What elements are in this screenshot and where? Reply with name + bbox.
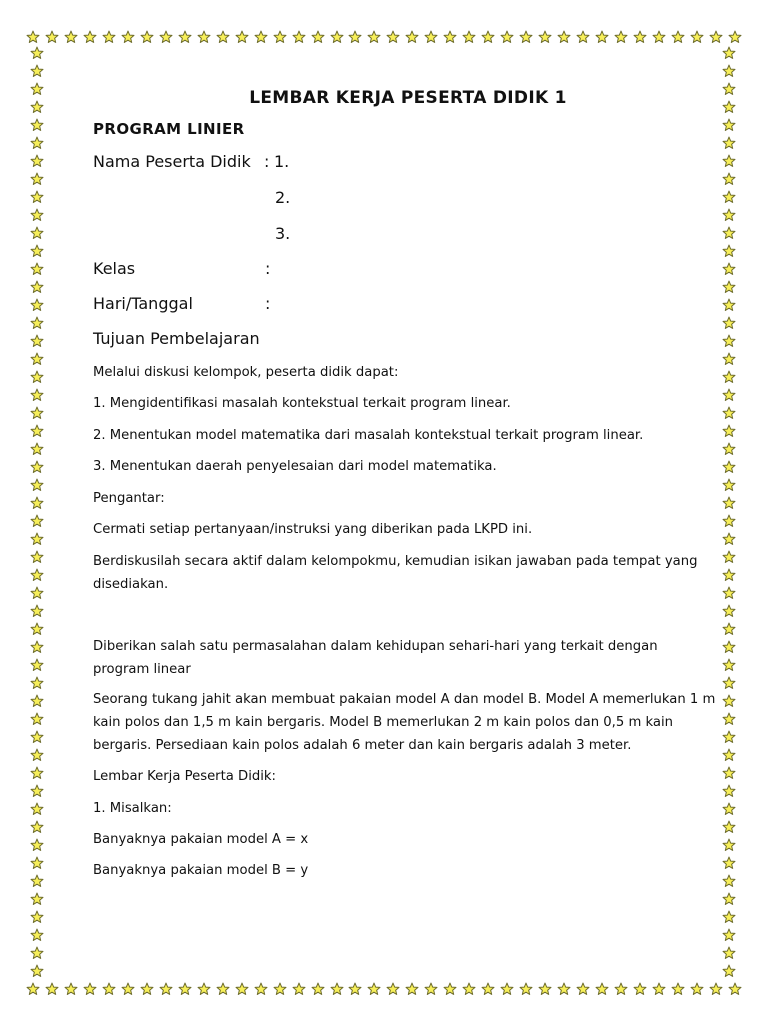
star-icon	[386, 982, 400, 996]
star-icon	[30, 640, 44, 654]
star-icon	[519, 982, 533, 996]
name-line-3: 3.	[275, 224, 291, 243]
page-title: LEMBAR KERJA PESERTA DIDIK 1	[249, 88, 567, 108]
star-icon	[235, 982, 249, 996]
star-icon	[292, 30, 306, 44]
star-icon	[273, 982, 287, 996]
name-line-1: 1.	[274, 152, 290, 171]
star-icon	[292, 982, 306, 996]
star-icon	[30, 784, 44, 798]
star-icon	[538, 30, 552, 44]
star-icon	[722, 928, 736, 942]
star-icon	[614, 30, 628, 44]
star-icon	[519, 30, 533, 44]
star-icon	[424, 30, 438, 44]
objectives-intro: Melalui diskusi kelompok, peserta didik dapat:	[93, 365, 399, 380]
star-icon	[64, 30, 78, 44]
introduction-paragraph-1: Cermati setiap pertanyaan/instruksi yang diberikan pada LKPD ini.	[93, 522, 533, 537]
star-icon	[30, 208, 44, 222]
star-icon	[30, 496, 44, 510]
star-icon	[30, 334, 44, 348]
star-icon	[30, 298, 44, 312]
star-icon	[30, 190, 44, 204]
star-icon	[722, 694, 736, 708]
star-icon	[30, 100, 44, 114]
star-icon	[709, 982, 723, 996]
star-icon	[30, 478, 44, 492]
star-icon	[722, 100, 736, 114]
star-icon	[595, 30, 609, 44]
star-icon	[671, 982, 685, 996]
star-icon	[102, 30, 116, 44]
star-icon	[30, 532, 44, 546]
star-icon	[405, 30, 419, 44]
star-icon	[197, 982, 211, 996]
problem-statement: Seorang tukang jahit akan membuat pakaian model A dan model B. Model A memerlukan 1 m kain polos dan 1,5 m kain bergaris. Model B memerlukan 2 m kain polos dan 0,5 m kain bergaris. Persediaan kain polos adalah 6 meter dan kain bergaris adalah 3 meter.	[93, 692, 716, 753]
star-icon	[30, 352, 44, 366]
star-icon	[728, 982, 742, 996]
class-row	[93, 259, 271, 278]
star-icon	[30, 262, 44, 276]
star-icon	[722, 334, 736, 348]
star-icon	[121, 30, 135, 44]
objective-item-1: 1. Mengidentifikasi masalah kontekstual terkait program linear.	[93, 396, 511, 411]
worksheet-step-1: 1. Misalkan:	[93, 801, 172, 816]
star-icon	[30, 838, 44, 852]
star-icon	[30, 802, 44, 816]
star-icon	[30, 280, 44, 294]
star-icon	[30, 712, 44, 726]
star-icon	[30, 172, 44, 186]
star-icon	[500, 30, 514, 44]
star-icon	[424, 982, 438, 996]
date-colon: :	[265, 294, 271, 313]
star-icon	[722, 586, 736, 600]
star-icon	[462, 30, 476, 44]
star-icon	[722, 262, 736, 276]
star-icon	[178, 982, 192, 996]
star-icon	[671, 30, 685, 44]
name-line-2: 2.	[275, 188, 291, 207]
star-icon	[30, 586, 44, 600]
star-icon	[30, 316, 44, 330]
star-icon	[30, 406, 44, 420]
star-icon	[722, 568, 736, 582]
name-colon: :	[264, 152, 270, 171]
star-icon	[576, 30, 590, 44]
variable-y: Banyaknya pakaian model B = y	[93, 863, 309, 878]
star-icon	[405, 982, 419, 996]
star-icon	[273, 30, 287, 44]
star-icon	[462, 982, 476, 996]
star-icon	[722, 208, 736, 222]
star-icon	[30, 136, 44, 150]
star-icon	[30, 910, 44, 924]
name-label: Nama Peserta Didik	[93, 152, 251, 171]
star-icon	[633, 982, 647, 996]
objective-item-2: 2. Menentukan model matematika dari masalah kontekstual terkait program linear.	[93, 428, 644, 443]
class-colon: :	[265, 259, 271, 278]
star-icon	[538, 982, 552, 996]
star-icon	[30, 694, 44, 708]
star-icon	[30, 856, 44, 870]
star-icon	[722, 658, 736, 672]
star-icon	[30, 460, 44, 474]
star-icon	[633, 30, 647, 44]
star-icon	[30, 874, 44, 888]
star-icon	[30, 370, 44, 384]
star-icon	[30, 964, 44, 978]
star-icon	[30, 604, 44, 618]
star-icon	[652, 30, 666, 44]
star-icon	[83, 30, 97, 44]
star-icon	[722, 64, 736, 78]
star-icon	[722, 604, 736, 618]
star-icon	[30, 118, 44, 132]
star-icon	[709, 30, 723, 44]
class-label: Kelas	[93, 259, 136, 278]
star-icon	[197, 30, 211, 44]
star-icon	[311, 30, 325, 44]
star-icon	[722, 82, 736, 96]
star-icon	[30, 388, 44, 402]
star-border-top	[26, 28, 742, 46]
star-icon	[30, 568, 44, 582]
star-icon	[367, 30, 381, 44]
star-icon	[311, 982, 325, 996]
star-icon	[216, 982, 230, 996]
star-icon	[595, 982, 609, 996]
variable-x: Banyaknya pakaian model A = x	[93, 832, 309, 847]
star-icon	[722, 172, 736, 186]
star-icon	[30, 892, 44, 906]
star-icon	[30, 82, 44, 96]
star-icon	[481, 982, 495, 996]
page-subtitle: PROGRAM LINIER	[93, 120, 245, 138]
star-icon	[140, 30, 154, 44]
star-icon	[481, 30, 495, 44]
star-icon	[728, 30, 742, 44]
star-icon	[30, 424, 44, 438]
star-icon	[30, 226, 44, 240]
star-icon	[30, 46, 44, 60]
star-icon	[557, 982, 571, 996]
star-icon	[348, 30, 362, 44]
star-icon	[722, 550, 736, 564]
star-icon	[30, 748, 44, 762]
star-icon	[722, 280, 736, 294]
star-icon	[722, 316, 736, 330]
date-row	[93, 294, 271, 313]
star-icon	[254, 982, 268, 996]
star-icon	[121, 982, 135, 996]
objective-item-3: 3. Menentukan daerah penyelesaian dari model matematika.	[93, 459, 497, 474]
objectives-heading: Tujuan Pembelajaran	[93, 329, 260, 348]
star-icon	[159, 982, 173, 996]
star-icon	[722, 910, 736, 924]
star-icon	[30, 622, 44, 636]
star-icon	[367, 982, 381, 996]
problem-context: Diberikan salah satu permasalahan dalam kehidupan sehari-hari yang terkait dengan program linear	[93, 639, 658, 677]
star-icon	[45, 30, 59, 44]
star-icon	[722, 748, 736, 762]
star-icon	[690, 982, 704, 996]
star-border-bottom	[26, 980, 742, 998]
star-icon	[557, 30, 571, 44]
star-icon	[330, 982, 344, 996]
star-icon	[30, 730, 44, 744]
star-icon	[140, 982, 154, 996]
introduction-heading: Pengantar:	[93, 491, 165, 506]
star-icon	[30, 550, 44, 564]
star-icon	[722, 640, 736, 654]
star-icon	[30, 946, 44, 960]
star-icon	[722, 226, 736, 240]
star-icon	[30, 820, 44, 834]
star-icon	[500, 982, 514, 996]
star-icon	[30, 64, 44, 78]
star-border-left	[28, 46, 46, 978]
star-icon	[690, 30, 704, 44]
star-icon	[178, 30, 192, 44]
star-icon	[254, 30, 268, 44]
star-icon	[30, 442, 44, 456]
star-icon	[30, 676, 44, 690]
star-icon	[722, 892, 736, 906]
star-icon	[722, 712, 736, 726]
star-icon	[330, 30, 344, 44]
star-icon	[722, 946, 736, 960]
star-icon	[722, 730, 736, 744]
star-icon	[443, 30, 457, 44]
star-icon	[576, 982, 590, 996]
star-icon	[722, 46, 736, 60]
star-icon	[722, 622, 736, 636]
star-icon	[722, 136, 736, 150]
star-icon	[722, 154, 736, 168]
star-icon	[722, 298, 736, 312]
star-icon	[64, 982, 78, 996]
star-icon	[83, 982, 97, 996]
star-icon	[159, 30, 173, 44]
star-icon	[722, 118, 736, 132]
star-icon	[652, 982, 666, 996]
star-icon	[26, 982, 40, 996]
star-icon	[722, 676, 736, 690]
star-icon	[30, 154, 44, 168]
star-icon	[722, 964, 736, 978]
star-icon	[443, 982, 457, 996]
star-icon	[722, 190, 736, 204]
worksheet-heading: Lembar Kerja Peserta Didik:	[93, 769, 276, 784]
star-icon	[26, 30, 40, 44]
star-icon	[348, 982, 362, 996]
star-icon	[30, 658, 44, 672]
star-icon	[102, 982, 116, 996]
introduction-paragraph-2: Berdiskusilah secara aktif dalam kelompokmu, kemudian isikan jawaban pada tempat yang disediakan.	[93, 554, 698, 592]
star-icon	[30, 766, 44, 780]
star-icon	[614, 982, 628, 996]
star-icon	[235, 30, 249, 44]
star-icon	[45, 982, 59, 996]
star-icon	[722, 244, 736, 258]
star-icon	[216, 30, 230, 44]
name-row	[93, 152, 290, 171]
star-icon	[30, 514, 44, 528]
star-icon	[30, 244, 44, 258]
star-icon	[386, 30, 400, 44]
date-label: Hari/Tanggal	[93, 294, 193, 313]
star-icon	[30, 928, 44, 942]
